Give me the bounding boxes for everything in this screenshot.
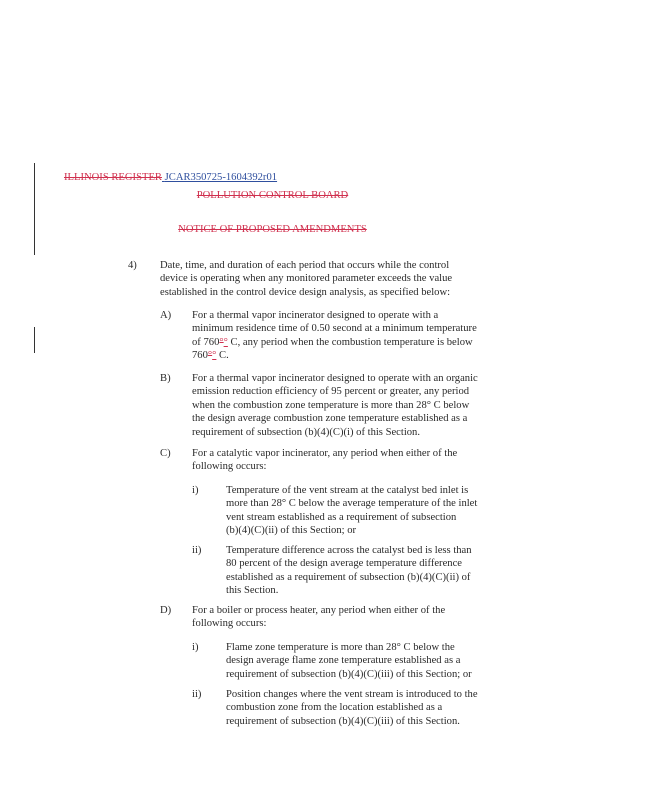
item-d-i-line: requirement of subsection (b)(4)(C)(iii) of this Section; or <box>226 668 472 680</box>
item-c-i-label: i) <box>192 485 199 496</box>
item-c-ii-line: Temperature difference across the catalyst bed is less than <box>226 545 472 556</box>
item-b-label: B) <box>160 373 171 384</box>
register-header <box>64 171 277 184</box>
revision-bar-item-a <box>34 327 35 353</box>
item-c-label: C) <box>160 448 171 459</box>
item-d-ii-text <box>226 688 478 728</box>
item-c-ii-line: 80 percent of the design average temperature difference <box>226 558 462 570</box>
item-4-line: Date, time, and duration of each period that occurs while the control <box>160 260 450 271</box>
deleted-degree-mark: ° <box>207 350 213 362</box>
item-d-i-line: Flame zone temperature is more than 28° C below the <box>226 642 455 653</box>
item-b-line: the design average combustion zone temperature established as a <box>192 413 468 425</box>
item-b-line: requirement of subsection (b)(4)(C)(i) of this Section. <box>192 426 420 438</box>
item-a-line: For a thermal vapor incinerator designed to operate with a <box>192 310 439 321</box>
item-a-line: of 760°° C, any period when the combustion temperature is below <box>192 336 473 348</box>
item-d-i-text <box>226 641 472 681</box>
item-c-i-line: Temperature of the vent stream at the catalyst bed inlet is <box>226 485 469 496</box>
item-c-ii-line: established as a requirement of subsection (b)(4)(C)(ii) of <box>226 571 471 583</box>
item-d-line: For a boiler or process heater, any period when either of the <box>192 605 446 616</box>
item-c-i-line: more than 28° C below the average temperature of the inlet <box>226 498 478 510</box>
item-c-i-line: (b)(4)(C)(ii) of this Section; or <box>226 525 357 537</box>
item-d-ii-label: ii) <box>192 689 202 700</box>
item-c-ii-label: ii) <box>192 545 202 556</box>
item-c-line: For a catalytic vapor incinerator, any period when either of the <box>192 448 458 459</box>
item-d-i-label: i) <box>192 642 199 653</box>
item-b-line: emission reduction efficiency of 95 percent or greater, any period <box>192 386 470 398</box>
item-d-ii-line: requirement of subsection (b)(4)(C)(iii) of this Section. <box>226 715 460 727</box>
item-b-line: For a thermal vapor incinerator designed to operate with an organic <box>192 373 478 384</box>
item-b-line: when the combustion zone temperature is more than 28° C below <box>192 399 470 411</box>
item-d-ii-line: Position changes where the vent stream is introduced to the <box>226 689 478 700</box>
notice-title: NOTICE OF PROPOSED AMENDMENTS <box>178 224 367 235</box>
item-d-i-line: design average flame zone temperature established as a <box>226 655 461 667</box>
board-title: POLLUTION CONTROL BOARD <box>196 190 349 201</box>
item-a-text <box>192 309 477 363</box>
item-a-line: minimum residence time of 0.50 second at a minimum temperature <box>192 323 477 335</box>
item-a-line: 760°° C. <box>192 350 229 362</box>
item-d-text <box>192 604 445 631</box>
item-c-i-text <box>226 484 477 538</box>
item-c-i-line: vent stream established as a requirement of subsection <box>226 511 457 523</box>
item-d-label: D) <box>160 605 172 616</box>
register-deleted-text: ILLINOIS REGISTER <box>64 172 162 183</box>
item-4-label: 4) <box>128 260 137 271</box>
item-c-line: following occurs: <box>192 461 267 473</box>
item-d-line: following occurs: <box>192 618 267 630</box>
item-4-line: device is operating when any monitored parameter exceeds the value <box>160 273 453 285</box>
item-b-text <box>192 372 478 439</box>
inserted-degree-mark: ° <box>223 336 228 348</box>
item-4-text <box>160 259 452 299</box>
item-c-ii-line: this Section. <box>226 585 279 597</box>
item-c-text <box>192 447 457 474</box>
item-c-ii-text <box>226 544 472 598</box>
item-d-ii-line: combustion zone from the location established as a <box>226 702 443 714</box>
item-a-label: A) <box>160 310 172 321</box>
register-inserted-text: JCAR350725-1604392r01 <box>164 172 278 183</box>
revision-bar-header <box>34 163 35 255</box>
inserted-degree-mark: ° <box>212 350 217 362</box>
item-4-line: established in the control device design analysis, as specified below: <box>160 286 451 298</box>
deleted-degree-mark: ° <box>219 336 224 348</box>
